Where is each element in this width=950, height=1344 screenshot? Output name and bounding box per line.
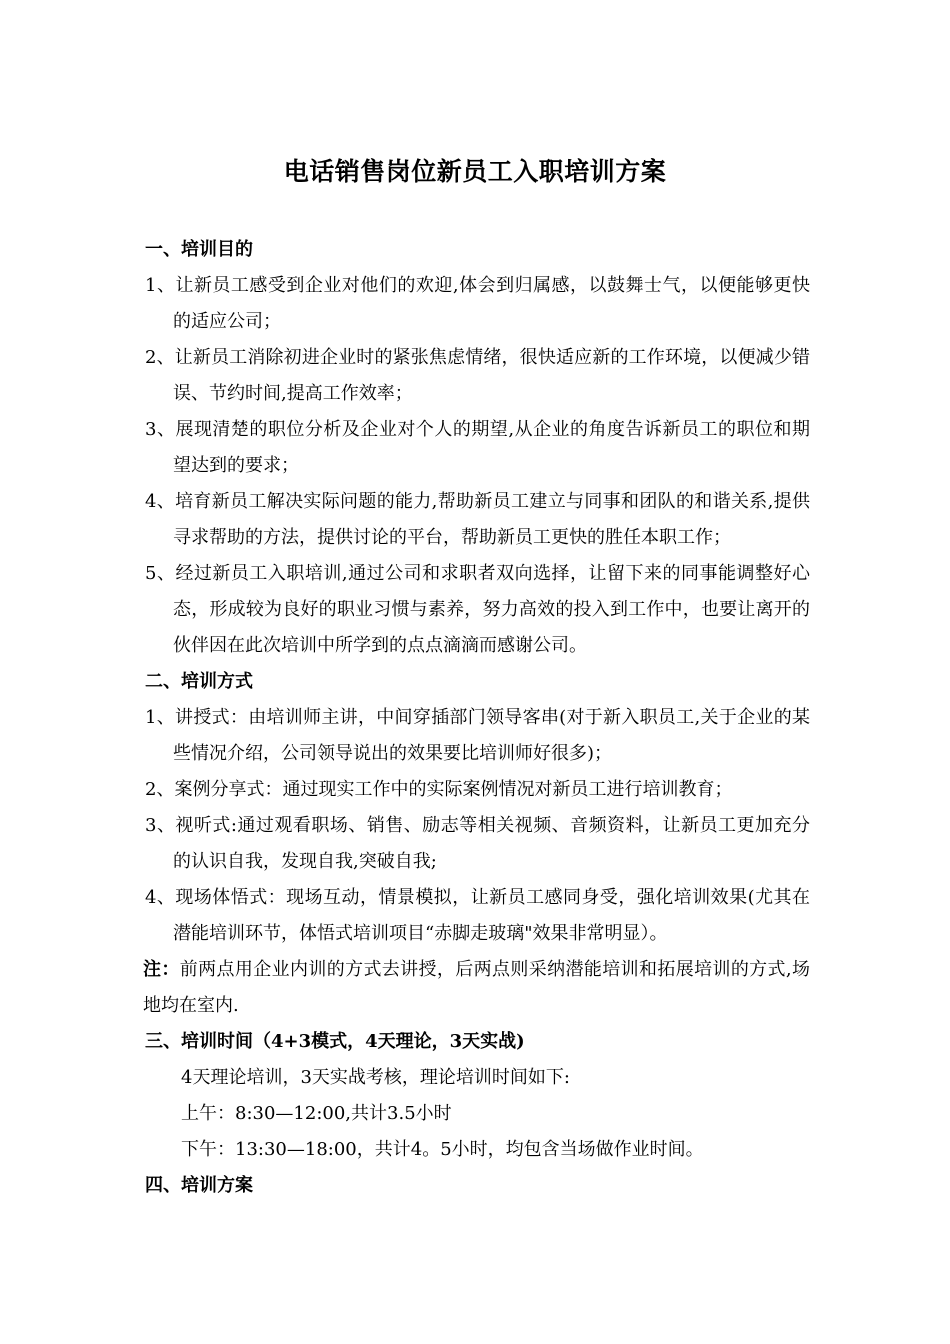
list-item: 3、视听式:通过观看职场、销售、励志等相关视频、音频资料，让新员工更加充分的认识自我，发现自我,突破自我; [145, 815, 810, 872]
schedule-line: 下午：13:30—18:00，共计4。5小时，均包含当场做作业时间。 [181, 1139, 704, 1160]
section-heading-purpose: 一、培训目的 [145, 239, 253, 260]
schedule-line: 4天理论培训，3天实战考核，理论培训时间如下: [181, 1067, 570, 1088]
section-heading-time: 三、培训时间（4+3模式，4天理论，3天实战) [145, 1031, 525, 1052]
list-item: 4、培育新员工解决实际问题的能力,帮助新员工建立与同事和团队的和谐关系,提供寻求帮助的方法，提供讨论的平台，帮助新员工更快的胜任本职工作； [145, 491, 810, 548]
section-heading-methods: 二、培训方式 [145, 671, 253, 692]
note-label: 注： [143, 959, 180, 980]
document-body [145, 232, 810, 1204]
note-text: 前两点用企业内训的方式去讲授，后两点则采纳潜能培训和拓展培训的方式,场地均在室内. [143, 959, 811, 1016]
list-item: 2、让新员工消除初进企业时的紧张焦虑情绪，很快适应新的工作环境，以便减少错误、节约时间,提高工作效率； [145, 347, 810, 404]
list-item: 3、展现清楚的职位分析及企业对个人的期望,从企业的角度告诉新员工的职位和期望达到的要求； [145, 419, 810, 476]
document-title: 电话销售岗位新员工入职培训方案 [283, 157, 667, 186]
list-item: 1、讲授式：由培训师主讲，中间穿插部门领导客串(对于新入职员工,关于企业的某些情况介绍，公司领导说出的效果要比培训师好很多)； [145, 707, 810, 764]
list-item: 5、经过新员工入职培训,通过公司和求职者双向选择，让留下来的同事能调整好心态，形成较为良好的职业习惯与素养，努力高效的投入到工作中，也要让离开的伙伴因在此次培训中所学到的点点滴滴而感谢公司。 [145, 563, 810, 656]
list-item: 2、案例分享式：通过现实工作中的实际案例情况对新员工进行培训教育； [145, 779, 733, 800]
schedule-line: 上午：8:30—12:00,共计3.5小时 [181, 1103, 452, 1124]
list-item: 1、让新员工感受到企业对他们的欢迎,体会到归属感，以鼓舞士气，以便能够更快的适应公司； [145, 275, 810, 332]
list-item: 4、现场体悟式：现场互动，情景模拟，让新员工感同身受，强化培训效果(尤其在潜能培训环节，体悟式培训项目“赤脚走玻璃"效果非常明显）。 [145, 887, 810, 944]
section-heading-plan: 四、培训方案 [145, 1175, 253, 1196]
note-paragraph [143, 952, 810, 1024]
